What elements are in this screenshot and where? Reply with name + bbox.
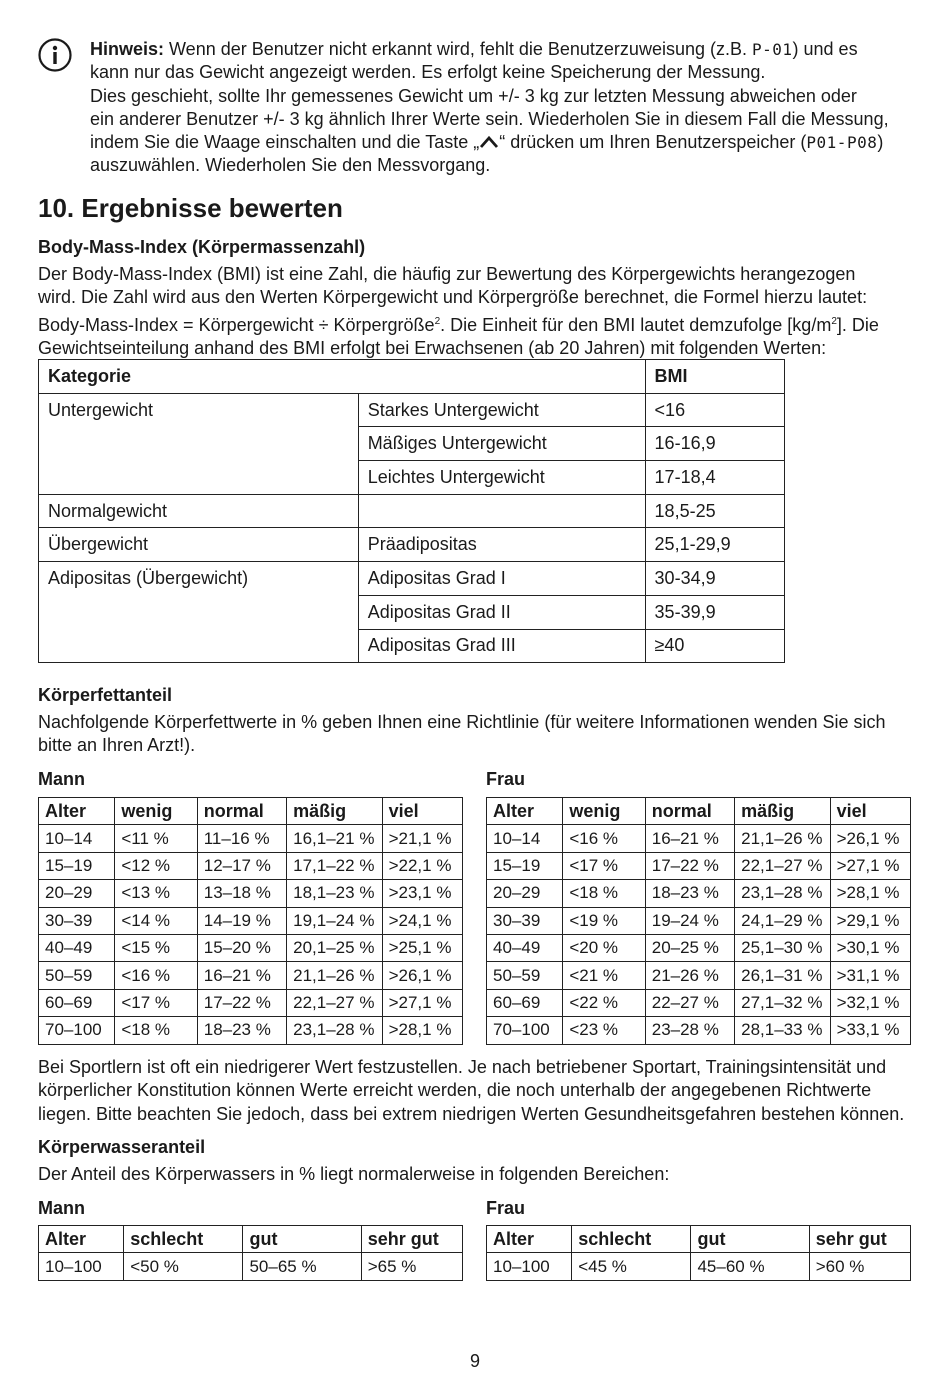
paragraph-line: Body-Mass-Index = Körpergewicht ÷ Körpergröße — [38, 314, 435, 335]
table-cell: >27,1 % — [382, 989, 462, 1016]
table-cell: >30,1 % — [830, 934, 910, 961]
fat-table-mann — [38, 797, 463, 1045]
table-cell: <16 % — [115, 962, 197, 989]
table-cell — [39, 595, 359, 629]
table-header: normal — [197, 798, 286, 825]
table-cell: 40–49 — [487, 934, 563, 961]
display-code: P-01 — [752, 40, 793, 59]
table-cell: 12–17 % — [197, 852, 286, 879]
paragraph-line: Der Body-Mass-Index (BMI) ist eine Zahl, die häufig zur Bewertung des Körpergewichts herangezogen — [38, 264, 856, 284]
table-cell: 19–24 % — [645, 907, 734, 934]
table-cell: 23,1–28 % — [735, 880, 830, 907]
display-code: P01-P08 — [806, 133, 878, 153]
table-cell: >26,1 % — [382, 962, 462, 989]
table-cell: Starkes Untergewicht — [358, 393, 645, 427]
table-cell: Adipositas Grad III — [358, 629, 645, 663]
water-heading: Körperwasseranteil — [38, 1137, 206, 1157]
table-header: sehr gut — [361, 1226, 462, 1253]
table-cell: <18 % — [563, 880, 645, 907]
table-row — [39, 989, 463, 1016]
table-cell: Leichtes Untergewicht — [358, 461, 645, 495]
section-title: 10. Ergebnisse bewerten — [38, 193, 343, 223]
table-header-row — [487, 1226, 911, 1253]
table-cell: 15–19 — [487, 852, 563, 879]
table-cell: ≥40 — [645, 629, 784, 663]
table-cell: 24,1–29 % — [735, 907, 830, 934]
paragraph-line: . Die Einheit für den BMI lautet demzufolge [kg/m — [440, 314, 832, 335]
table-header: mäßig — [735, 798, 830, 825]
table-cell: 27,1–32 % — [735, 989, 830, 1016]
table-header-row — [39, 360, 785, 394]
table-cell: <50 % — [124, 1253, 243, 1280]
table-cell: <23 % — [563, 1017, 645, 1044]
table-cell: 20–29 — [487, 880, 563, 907]
table-cell: <12 % — [115, 852, 197, 879]
table-header: Alter — [39, 1226, 124, 1253]
table-row — [487, 880, 911, 907]
table-row — [39, 825, 463, 852]
table-cell: 16–21 % — [197, 962, 286, 989]
paragraph-line: wird. Die Zahl wird aus den Werten Körpergewicht und Körpergröße berechnet, die Formel hierzu lautet: — [38, 287, 868, 308]
table-cell — [39, 461, 359, 495]
table-cell: 28,1–33 % — [735, 1017, 830, 1044]
table-cell: 22–27 % — [645, 989, 734, 1016]
table-cell: <16 — [645, 393, 784, 427]
table-cell: 21,1–26 % — [735, 825, 830, 852]
table-cell: 50–59 — [39, 962, 115, 989]
note-line: indem Sie die Waage einschalten und die Taste „ — [90, 132, 480, 153]
table-cell: <20 % — [563, 934, 645, 961]
note-text — [90, 38, 918, 178]
table-cell: >27,1 % — [830, 852, 910, 879]
table-cell: 30–39 — [39, 907, 115, 934]
fat-table-frau — [486, 797, 911, 1045]
table-row — [487, 1253, 911, 1280]
table-header: schlecht — [572, 1226, 691, 1253]
table-header-row — [487, 798, 911, 825]
table-cell: 17-18,4 — [645, 461, 784, 495]
table-cell: <19 % — [563, 907, 645, 934]
superscript: 2 — [831, 315, 837, 327]
table-cell: 23,1–28 % — [287, 1017, 382, 1044]
paragraph-line: körperlicher Konstitution können Werte erreicht werden, die noch unterhalb der angegebenen Richtwerte — [38, 1080, 872, 1101]
table-row — [487, 962, 911, 989]
table-cell: Adipositas Grad I — [358, 562, 645, 596]
info-icon — [38, 38, 72, 72]
table-cell: 19,1–24 % — [287, 907, 382, 934]
table-cell: 10–100 — [487, 1253, 572, 1280]
fat-frau-label: Frau — [486, 769, 526, 789]
table-cell: >28,1 % — [830, 880, 910, 907]
table-cell: 60–69 — [487, 989, 563, 1016]
table-cell: 70–100 — [39, 1017, 115, 1044]
table-row — [39, 852, 463, 879]
table-header: gut — [243, 1226, 361, 1253]
table-cell: Präadipositas — [358, 528, 645, 562]
table-cell: >60 % — [809, 1253, 910, 1280]
table-cell: <13 % — [115, 880, 197, 907]
table-cell: 30–39 — [487, 907, 563, 934]
note-line: ) und es — [792, 39, 858, 59]
table-cell — [39, 427, 359, 461]
table-header: schlecht — [124, 1226, 243, 1253]
table-row — [487, 934, 911, 961]
table-header-row — [39, 1226, 463, 1253]
paragraph-line: bitte an Ihren Arzt!). — [38, 735, 196, 756]
table-cell: >26,1 % — [830, 825, 910, 852]
table-cell — [358, 494, 645, 528]
table-header: mäßig — [287, 798, 382, 825]
table-header: viel — [830, 798, 910, 825]
table-row — [39, 562, 785, 596]
table-cell: 20–25 % — [645, 934, 734, 961]
table-header: gut — [691, 1226, 809, 1253]
table-cell: 25,1-29,9 — [645, 528, 784, 562]
table-cell: 14–19 % — [197, 907, 286, 934]
table-cell: >32,1 % — [830, 989, 910, 1016]
table-cell: 21–26 % — [645, 962, 734, 989]
table-cell: 18–23 % — [645, 880, 734, 907]
table-cell: 16–21 % — [645, 825, 734, 852]
table-cell: 10–14 — [487, 825, 563, 852]
table-cell: 30-34,9 — [645, 562, 784, 596]
table-body — [487, 825, 911, 1044]
table-cell: 10–100 — [39, 1253, 124, 1280]
table-cell: >29,1 % — [830, 907, 910, 934]
table-row — [39, 494, 785, 528]
paragraph-line: Nachfolgende Körperfettwerte in % geben Ihnen eine Richtlinie (für weitere Informationen wenden Sie sich — [38, 712, 886, 732]
table-cell: 15–19 — [39, 852, 115, 879]
table-cell: Normalgewicht — [39, 494, 359, 528]
note-label: Hinweis: — [90, 39, 165, 59]
table-cell: 17–22 % — [197, 989, 286, 1016]
fat-paragraph — [38, 711, 928, 758]
table-cell: >28,1 % — [382, 1017, 462, 1044]
table-cell: 26,1–31 % — [735, 962, 830, 989]
note-line: auszuwählen. Wiederholen Sie den Messvorgang. — [90, 155, 491, 176]
table-cell: <21 % — [563, 962, 645, 989]
table-header-row — [39, 798, 463, 825]
table-cell: 17,1–22 % — [287, 852, 382, 879]
table-row — [39, 962, 463, 989]
table-header: wenig — [115, 798, 197, 825]
table-cell: 13–18 % — [197, 880, 286, 907]
table-cell: 18–23 % — [197, 1017, 286, 1044]
table-cell: 35-39,9 — [645, 595, 784, 629]
table-row — [487, 1017, 911, 1044]
table-cell: <16 % — [563, 825, 645, 852]
table-header: Alter — [39, 798, 115, 825]
note-line: ein anderer Benutzer +/- 3 kg ähnlich Ihrer Werte sein. Wiederholen Sie in diesem Fall die Messung, — [90, 108, 889, 129]
table-cell: >22,1 % — [382, 852, 462, 879]
bmi-paragraph — [38, 263, 914, 360]
table-row — [39, 629, 785, 663]
table-cell: 22,1–27 % — [287, 989, 382, 1016]
table-cell: <22 % — [563, 989, 645, 1016]
table-cell: 16,1–21 % — [287, 825, 382, 852]
table-cell: >21,1 % — [382, 825, 462, 852]
note-line: Dies geschieht, sollte Ihr gemessenes Gewicht um +/- 3 kg zur letzten Messung abweichen oder — [90, 85, 857, 106]
table-cell: >24,1 % — [382, 907, 462, 934]
table-cell: >65 % — [361, 1253, 462, 1280]
table-row — [487, 989, 911, 1016]
table-cell: Adipositas (Übergewicht) — [39, 562, 359, 596]
water-frau-label: Frau — [486, 1198, 526, 1218]
table-cell — [39, 629, 359, 663]
table-cell: 21,1–26 % — [287, 962, 382, 989]
chevron-up-icon — [479, 135, 499, 149]
table-body — [39, 825, 463, 1044]
table-cell: <45 % — [572, 1253, 691, 1280]
table-row — [39, 880, 463, 907]
table-row — [39, 528, 785, 562]
table-cell: >33,1 % — [830, 1017, 910, 1044]
table-cell: >25,1 % — [382, 934, 462, 961]
note-line: Wenn der Benutzer nicht erkannt wird, fehlt die Benutzerzuweisung (z.B. — [164, 39, 752, 59]
table-cell: 70–100 — [487, 1017, 563, 1044]
table-cell: 10–14 — [39, 825, 115, 852]
table-header: wenig — [563, 798, 645, 825]
paragraph-line: liegen. Bitte beachten Sie jedoch, dass bei extrem niedrigen Werten Gesundheitsgefahren bestehen können. — [38, 1103, 905, 1124]
table-cell: <14 % — [115, 907, 197, 934]
table-row — [39, 461, 785, 495]
table-cell: Untergewicht — [39, 393, 359, 427]
table-row — [487, 907, 911, 934]
table-cell: Adipositas Grad II — [358, 595, 645, 629]
table-header: viel — [382, 798, 462, 825]
paragraph-line: ]. Die — [836, 314, 879, 335]
table-cell: 20–29 — [39, 880, 115, 907]
table-cell: 50–59 — [487, 962, 563, 989]
table-row — [39, 393, 785, 427]
table-cell: 60–69 — [39, 989, 115, 1016]
table-cell: Mäßiges Untergewicht — [358, 427, 645, 461]
note-line: “ drücken um Ihren Benutzerspeicher ( — [499, 132, 807, 153]
water-paragraph: Der Anteil des Körperwassers in % liegt normalerweise in folgenden Bereichen: — [38, 1164, 670, 1184]
paragraph-line: Bei Sportlern ist oft ein niedrigerer Wert festzustellen. Je nach betriebener Sportart, Trainingsintensität und — [38, 1057, 887, 1077]
water-mann-label: Mann — [38, 1198, 85, 1218]
table-header: BMI — [645, 360, 784, 394]
paragraph-line: Gewichtseinteilung anhand des BMI erfolgt bei Erwachsenen (ab 20 Jahren) mit folgenden Werten: — [38, 337, 827, 358]
page-number: 9 — [469, 1351, 480, 1371]
table-header: sehr gut — [809, 1226, 910, 1253]
table-cell: 18,5-25 — [645, 494, 784, 528]
table-row — [39, 907, 463, 934]
table-cell: 11–16 % — [197, 825, 286, 852]
table-row — [39, 1017, 463, 1044]
table-row — [39, 934, 463, 961]
table-cell: 15–20 % — [197, 934, 286, 961]
table-cell: >31,1 % — [830, 962, 910, 989]
water-table-frau — [486, 1225, 911, 1281]
fat-mann-label: Mann — [38, 769, 85, 789]
table-header: Alter — [487, 1226, 572, 1253]
note-line: ) — [877, 132, 884, 153]
table-row — [39, 595, 785, 629]
fat-heading: Körperfettanteil — [38, 685, 173, 705]
water-table-mann — [38, 1225, 463, 1281]
note-line: kann nur das Gewicht angezeigt werden. Es erfolgt keine Speicherung der Messung. — [90, 62, 766, 83]
table-cell: <17 % — [115, 989, 197, 1016]
table-cell: Übergewicht — [39, 528, 359, 562]
table-cell: <18 % — [115, 1017, 197, 1044]
table-cell: 50–65 % — [243, 1253, 361, 1280]
table-cell: 40–49 — [39, 934, 115, 961]
table-cell: 45–60 % — [691, 1253, 809, 1280]
superscript: 2 — [434, 315, 441, 327]
bmi-heading: Body-Mass-Index (Körpermassenzahl) — [38, 237, 366, 257]
table-row — [487, 825, 911, 852]
table-cell: >23,1 % — [382, 880, 462, 907]
table-header: Alter — [487, 798, 563, 825]
table-cell: <15 % — [115, 934, 197, 961]
table-cell: 17–22 % — [645, 852, 734, 879]
bmi-table — [38, 359, 785, 663]
table-header: Kategorie — [39, 360, 646, 394]
table-row — [487, 852, 911, 879]
table-cell: <11 % — [115, 825, 197, 852]
table-cell: 16-16,9 — [645, 427, 784, 461]
table-cell: 18,1–23 % — [287, 880, 382, 907]
table-header: normal — [645, 798, 734, 825]
table-cell: 22,1–27 % — [735, 852, 830, 879]
fat-note-paragraph — [38, 1056, 928, 1126]
table-row — [39, 1253, 463, 1280]
table-cell: 23–28 % — [645, 1017, 734, 1044]
table-cell: 20,1–25 % — [287, 934, 382, 961]
table-row — [39, 427, 785, 461]
table-cell: <17 % — [563, 852, 645, 879]
table-cell: 25,1–30 % — [735, 934, 830, 961]
